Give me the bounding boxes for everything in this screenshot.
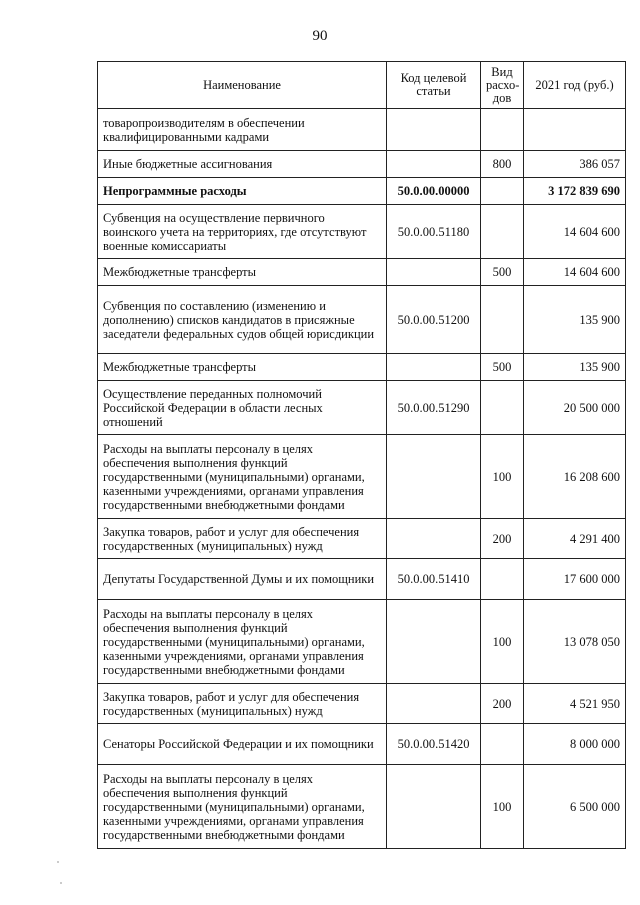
cell-code: 50.0.00.00000: [387, 178, 481, 205]
table-row: [98, 559, 626, 600]
cell-name: Иные бюджетные ассигнования: [98, 151, 387, 178]
cell-name: товаропроизводителям в обеспечении квалифицированными кадрами: [98, 109, 387, 151]
cell-sum: 14 604 600: [524, 259, 626, 286]
cell-sum: 4 291 400: [524, 519, 626, 559]
cell-name: Межбюджетные трансферты: [98, 354, 387, 381]
cell-name: Межбюджетные трансферты: [98, 259, 387, 286]
cell-code: 50.0.00.51420: [387, 724, 481, 765]
table-row: [98, 354, 626, 381]
scan-speck: [57, 861, 59, 863]
header-type: Вид расхо-дов: [481, 62, 524, 109]
cell-type: 500: [481, 354, 524, 381]
table-row: [98, 286, 626, 354]
table-row: [98, 259, 626, 286]
cell-type: 500: [481, 259, 524, 286]
cell-name: Закупка товаров, работ и услуг для обеспечения государственных (муниципальных) нужд: [98, 684, 387, 724]
cell-type: [481, 724, 524, 765]
cell-sum: 17 600 000: [524, 559, 626, 600]
cell-sum: 4 521 950: [524, 684, 626, 724]
table-row: [98, 519, 626, 559]
cell-code: [387, 600, 481, 684]
cell-type: 200: [481, 519, 524, 559]
cell-code: 50.0.00.51180: [387, 205, 481, 259]
cell-sum: 8 000 000: [524, 724, 626, 765]
cell-sum: 6 500 000: [524, 765, 626, 849]
table-row: [98, 765, 626, 849]
cell-name: Субвенция по составлению (изменению и дополнению) списков кандидатов в присяжные заседатели федеральных судов общей юрисдикции: [98, 286, 387, 354]
cell-type: 200: [481, 684, 524, 724]
cell-code: [387, 109, 481, 151]
cell-type: 100: [481, 600, 524, 684]
cell-name: Субвенция на осуществление первичного воинского учета на территориях, где отсутствуют военные комиссариаты: [98, 205, 387, 259]
table-row: [98, 151, 626, 178]
cell-code: 50.0.00.51200: [387, 286, 481, 354]
budget-table: [97, 61, 626, 849]
cell-code: 50.0.00.51410: [387, 559, 481, 600]
cell-code: [387, 259, 481, 286]
cell-sum: 16 208 600: [524, 435, 626, 519]
cell-code: [387, 151, 481, 178]
cell-type: [481, 381, 524, 435]
cell-type: 100: [481, 765, 524, 849]
cell-name: Осуществление переданных полномочий Российской Федерации в области лесных отношений: [98, 381, 387, 435]
cell-name: Сенаторы Российской Федерации и их помощники: [98, 724, 387, 765]
table-row: [98, 435, 626, 519]
cell-type: [481, 178, 524, 205]
cell-name: Расходы на выплаты персоналу в целях обеспечения выполнения функций государственными (муниципальными) органами, казенными учреждениями, органами управления государственными внебюджетными фондами: [98, 435, 387, 519]
table-body: [98, 109, 626, 849]
cell-code: [387, 354, 481, 381]
cell-type: [481, 205, 524, 259]
cell-sum: 13 078 050: [524, 600, 626, 684]
cell-type: [481, 559, 524, 600]
header-sum: 2021 год (руб.): [524, 62, 626, 109]
cell-sum: 135 900: [524, 286, 626, 354]
cell-code: 50.0.00.51290: [387, 381, 481, 435]
cell-sum: [524, 109, 626, 151]
table-row: [98, 205, 626, 259]
table-row: [98, 600, 626, 684]
cell-name: Расходы на выплаты персоналу в целях обеспечения выполнения функций государственными (муниципальными) органами, казенными учреждениями, органами управления государственными внебюджетными фондами: [98, 600, 387, 684]
cell-name: Депутаты Государственной Думы и их помощники: [98, 559, 387, 600]
header-code: Код целевой статьи: [387, 62, 481, 109]
cell-type: [481, 109, 524, 151]
header-name: Наименование: [98, 62, 387, 109]
cell-type: 100: [481, 435, 524, 519]
cell-sum: 135 900: [524, 354, 626, 381]
cell-sum: 386 057: [524, 151, 626, 178]
table-row: [98, 109, 626, 151]
cell-sum: 3 172 839 690: [524, 178, 626, 205]
cell-type: [481, 286, 524, 354]
table-row: [98, 684, 626, 724]
table-header-row: [98, 62, 626, 109]
cell-name: Непрограммные расходы: [98, 178, 387, 205]
cell-sum: 14 604 600: [524, 205, 626, 259]
table-row: [98, 178, 626, 205]
cell-code: [387, 435, 481, 519]
page-number: 90: [312, 28, 328, 44]
cell-code: [387, 684, 481, 724]
cell-code: [387, 519, 481, 559]
cell-type: 800: [481, 151, 524, 178]
cell-code: [387, 765, 481, 849]
table-row: [98, 381, 626, 435]
cell-sum: 20 500 000: [524, 381, 626, 435]
table-row: [98, 724, 626, 765]
scan-speck: [60, 882, 62, 884]
cell-name: Расходы на выплаты персоналу в целях обеспечения выполнения функций государственными (муниципальными) органами, казенными учреждениями, органами управления государственными внебюджетными фондами: [98, 765, 387, 849]
cell-name: Закупка товаров, работ и услуг для обеспечения государственных (муниципальных) нужд: [98, 519, 387, 559]
